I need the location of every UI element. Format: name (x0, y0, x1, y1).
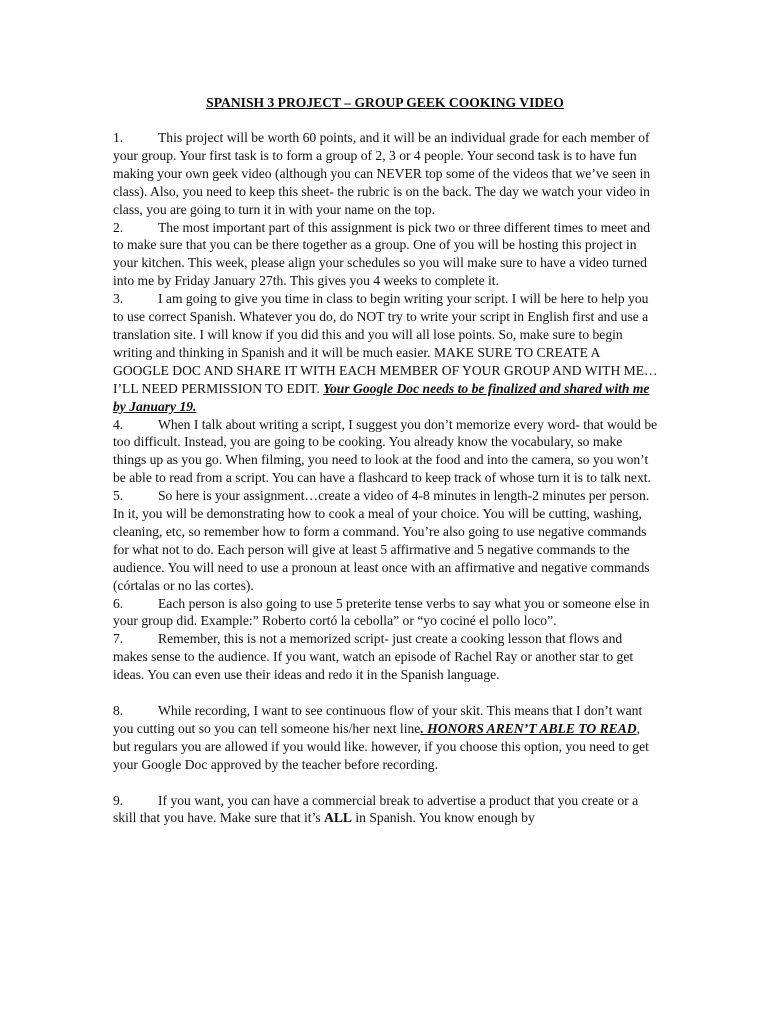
item-text: I am going to give you time in class to begin writing your script. I will be here to help you to use correct Spanish. Whatever you do, do NOT try to write your script in English first and use a translation site. I will know if you did this and you will all lose points. So, make sure to begin writing and thinking in Spanish and it will be much easier. (113, 291, 649, 360)
item-number: 4. (113, 416, 124, 432)
item-text-after: , but regulars you are allowed if you would like. however, if you choose this option, you need to get your Google Doc approved by the teacher before recording. (113, 720, 649, 772)
list-item-2 (113, 219, 658, 291)
item-number: 6. (113, 595, 124, 611)
list-item-3 (113, 290, 658, 415)
item-bold-text: ALL (324, 810, 352, 826)
item-text-after: in Spanish. You know enough by (352, 810, 535, 826)
item-number: 3. (113, 291, 124, 307)
item-text: If you want, you can have a commercial break to advertise a product that you create or a skill that you have. Make sure that it’s (113, 792, 639, 826)
item-text: The most important part of this assignment is pick two or three different times to meet and to make sure that you can be there together as a group. One of you will be hosting this project in your kitchen. This week, please align your schedules so you will make sure to have a video turned into me by Friday January 27th. This gives you 4 weeks to complete it. (113, 219, 651, 289)
item-text: So here is your assignment…create a video of 4-8 minutes in length-2 minutes per person. In it, you will be demonstrating how to cook a meal of your choice. You will be cutting, washing, cleaning, etc, so remember how to form a command. You’re also going to use negative commands for what not to do. Each person will give at least 5 affirmative and 5 negative commands to the audience. You will need to use a pronoun at least once with an affirmative and negative commands (córtalas or no las cortes). (113, 488, 650, 593)
list-item-8 (113, 702, 658, 774)
item-emphasis-text: Your Google Doc needs to be finalized and shared with me by January 19. (113, 380, 650, 414)
item-text: Remember, this is not a memorized script- just create a cooking lesson that flows and makes sense to the audience. If you want, watch an episode of Rachel Ray or another star to get ideas. You can even use their ideas and redo it in the Spanish language. (113, 631, 634, 683)
page-title: SPANISH 3 PROJECT – GROUP GEEK COOKING VIDEO (206, 95, 564, 110)
item-number: 5. (113, 488, 124, 504)
item-number: 8. (113, 702, 124, 718)
list-item-5 (113, 487, 658, 594)
list-item-7 (113, 630, 658, 684)
list-item-9 (113, 792, 658, 828)
item-text: While recording, I want to see continuous flow of your skit. This means that I don’t want you cutting out so you can tell someone his/her next line (113, 702, 643, 736)
list-item-4 (113, 416, 658, 488)
item-number: 2. (113, 219, 124, 235)
document-body (113, 129, 658, 827)
item-number: 1. (113, 130, 124, 145)
item-caps-text: MAKE SURE TO CREATE A GOOGLE DOC AND SHARE IT WITH EACH MEMBER OF YOUR GROUP AND WITH ME…I’LL NEED PERMISSION TO EDIT. (113, 344, 658, 396)
item-text: Each person is also going to use 5 preterite tense verbs to say what you or someone else in your group did. Example:” Roberto cortó la cebolla” or “yo cociné el pollo loco”. (113, 595, 650, 629)
list-item-1 (113, 129, 658, 219)
item-number: 9. (113, 792, 124, 808)
item-text: This project will be worth 60 points, and it will be an individual grade for each member of your group. Your first task is to form a group of 2, 3 or 4 people. Your second task is to have fun making your own geek video (although you can NEVER top some of the videos that we’ve seen in class). Also, you need to keep this sheet- the rubric is on the back. The day we watch your video in class, you are going to turn it in with your name on the top. (113, 130, 651, 217)
item-text: When I talk about writing a script, I suggest you don’t memorize every word- that would be too difficult. Instead, you are going to be cooking. You already know the vocabulary, so make things up as you go. When filming, you need to look at the food and into the camera, so you won’t be able to read from a script. You can have a flashcard to keep track of whose turn it is to talk next. (113, 416, 658, 486)
paragraph-gap (113, 774, 658, 792)
item-emphasis-text: . HONORS AREN’T ABLE TO READ (420, 720, 637, 736)
paragraph-gap (113, 684, 658, 702)
item-number: 7. (113, 631, 124, 647)
list-item-6 (113, 595, 658, 631)
